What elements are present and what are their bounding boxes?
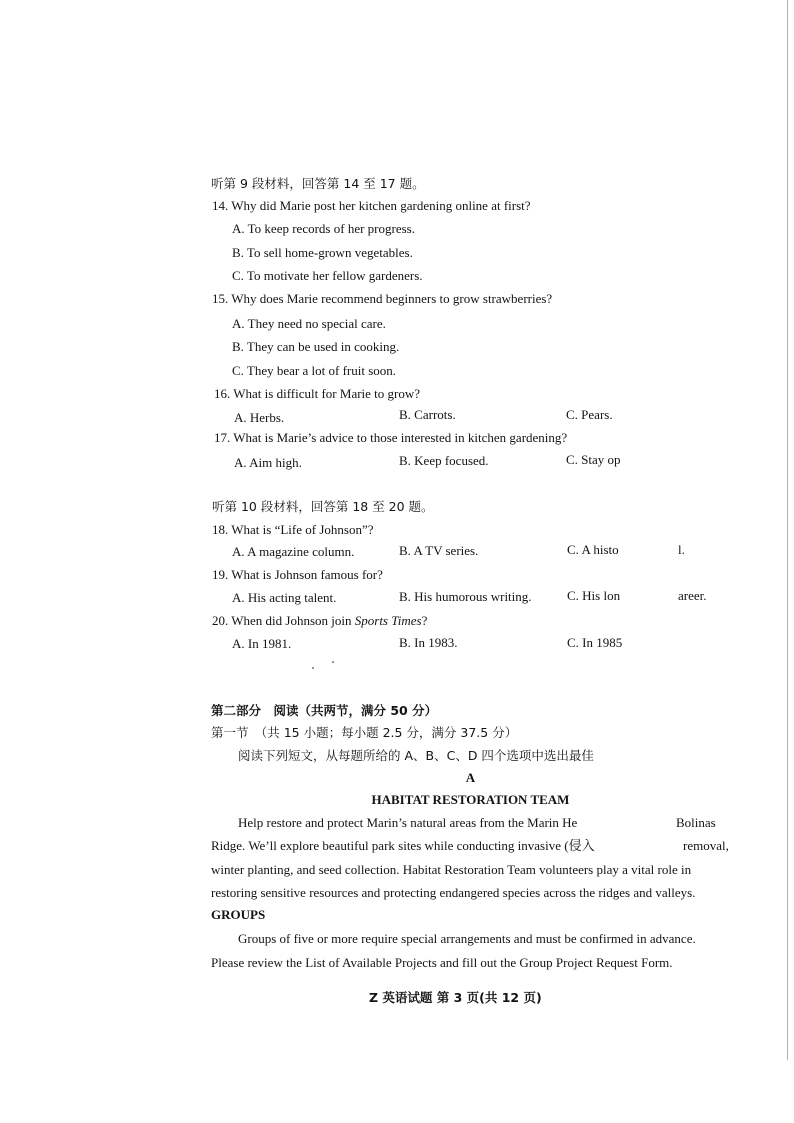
q20-text-suffix: ? <box>421 613 428 628</box>
q14-option-c: C. To motivate her fellow gardeners. <box>232 268 423 283</box>
q20-option-a: A. In 1981. <box>232 636 292 651</box>
q19-option-c: C. His lon <box>567 588 621 603</box>
para2-line2: Please review the List of Available Projects and fill out the Group Project Request Form. <box>211 955 673 970</box>
q17-option-b: B. Keep focused. <box>399 453 489 468</box>
reading-instruction: 阅读下列短文，从每题所给的 A、B、C、D 四个选项中选出最佳 <box>238 748 594 763</box>
q17-text: 17. What is Marie’s advice to those interested in kitchen gardening? <box>214 430 568 445</box>
q15-option-a: A. They need no special care. <box>232 316 386 331</box>
q20-option-c: C. In 1985 <box>567 635 623 650</box>
q19-option-a: A. His acting talent. <box>232 590 337 605</box>
q20-option-b: B. In 1983. <box>399 635 458 650</box>
para1-line2: Ridge. We’ll explore beautiful park sites while conducting invasive (侵入 <box>211 838 595 853</box>
q17-option-a: A. Aim high. <box>234 455 302 470</box>
q18-option-c: C. A histo <box>567 542 619 557</box>
q15-text: 15. Why does Marie recommend beginners to grow strawberries? <box>212 291 553 306</box>
q20-text-prefix: 20. When did Johnson join <box>212 613 355 628</box>
q19-option-c-tail: areer. <box>678 588 707 603</box>
page-footer: Z 英语试题 第 3 页(共 12 页) <box>369 990 542 1005</box>
para1-line2-end: removal, <box>683 838 729 853</box>
q16-option-b: B. Carrots. <box>399 407 456 422</box>
q20-text-italic: Sports Times <box>354 613 422 628</box>
scan-speck <box>332 661 334 663</box>
passage-letter: A <box>465 770 476 785</box>
q18-option-b: B. A TV series. <box>399 543 479 558</box>
q14-option-b: B. To sell home-grown vegetables. <box>232 245 413 260</box>
q15-option-b: B. They can be used in cooking. <box>232 339 400 354</box>
q18-option-a: A. A magazine column. <box>232 544 355 559</box>
q19-option-b: B. His humorous writing. <box>399 589 532 604</box>
q15-option-c: C. They bear a lot of fruit soon. <box>232 363 397 378</box>
para1-line3: winter planting, and seed collection. Habitat Restoration Team volunteers play a vital role in <box>211 862 692 877</box>
q16-option-a: A. Herbs. <box>234 410 285 425</box>
scan-speck <box>312 667 314 669</box>
groups-heading: GROUPS <box>211 907 266 922</box>
scan-edge <box>787 0 788 1060</box>
q14-text: 14. Why did Marie post her kitchen gardening online at first? <box>212 198 531 213</box>
part2-heading: 第二部分 阅读（共两节，满分 50 分） <box>211 703 438 718</box>
section9-instruction: 听第 9 段材料，回答第 14 至 17 题。 <box>211 176 425 191</box>
q17-option-c: C. Stay op <box>566 452 621 467</box>
passage-title: HABITAT RESTORATION TEAM <box>371 792 570 807</box>
para2-line1: Groups of five or more require special arrangements and must be confirmed in advance. <box>238 931 696 946</box>
para1-line4: restoring sensitive resources and protecting endangered species across the ridges and valleys. <box>211 885 696 900</box>
para1-line1: Help restore and protect Marin’s natural areas from the Marin He <box>238 815 578 830</box>
q20-text <box>212 613 427 629</box>
q16-text: 16. What is difficult for Marie to grow? <box>214 386 421 401</box>
q14-option-a: A. To keep records of her progress. <box>232 221 415 236</box>
q19-text: 19. What is Johnson famous for? <box>212 567 383 582</box>
q16-option-c: C. Pears. <box>566 407 613 422</box>
section10-instruction: 听第 10 段材料，回答第 18 至 20 题。 <box>212 499 434 514</box>
q18-option-c-tail: l. <box>678 542 685 557</box>
q18-text: 18. What is “Life of Johnson”? <box>212 522 374 537</box>
para1-line1-end: Bolinas <box>676 815 716 830</box>
section1-heading: 第一节 （共 15 小题；每小题 2.5 分，满分 37.5 分） <box>211 725 518 740</box>
